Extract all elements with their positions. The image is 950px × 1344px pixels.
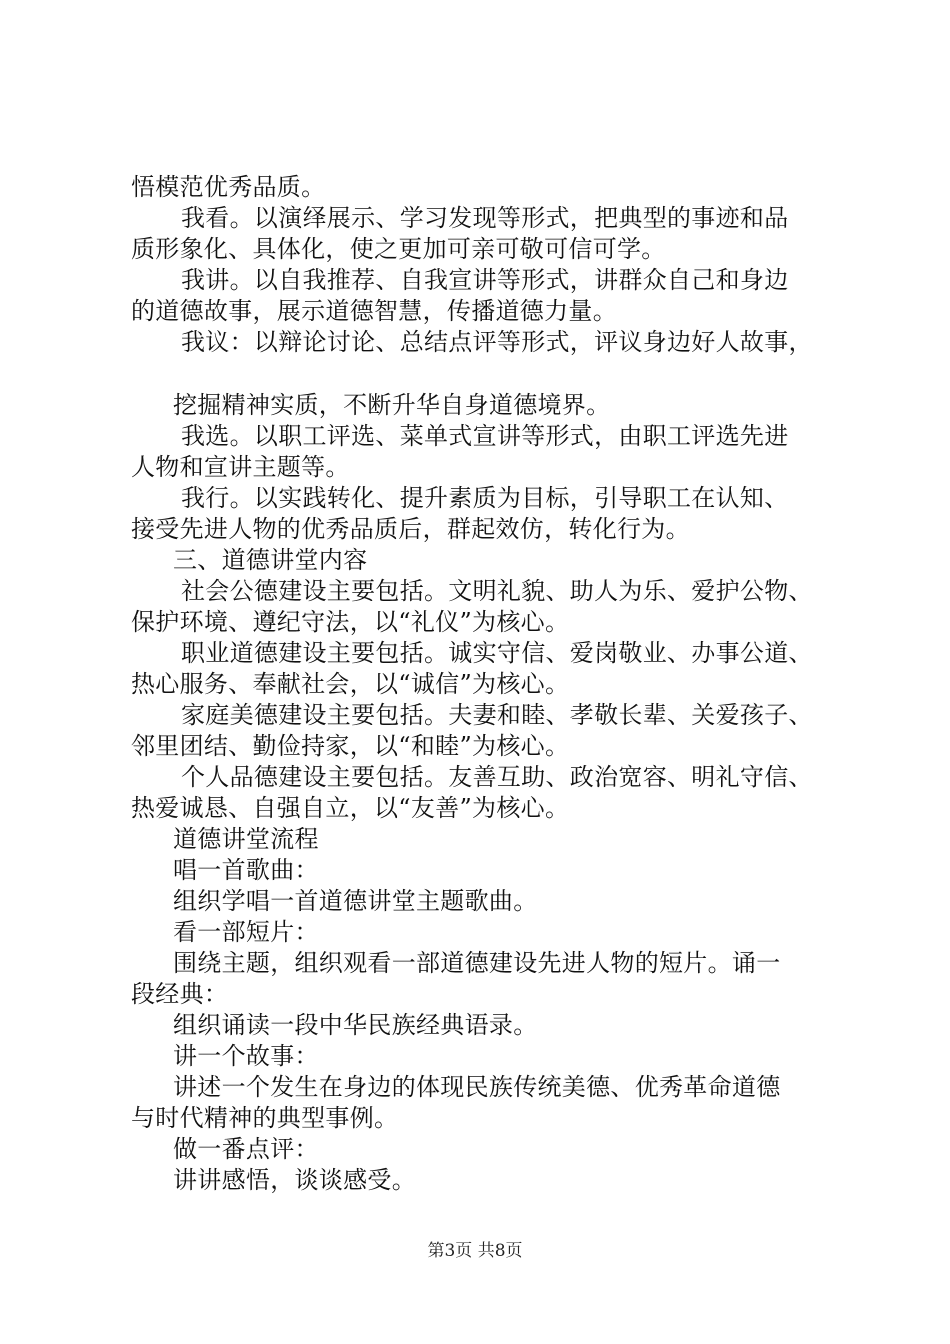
text-line: 社会公德建设主要包括。文明礼貌、助人为乐、爱护公物、: [181, 577, 813, 605]
text-line: 人物和宣讲主题等。: [131, 453, 350, 481]
text-line: 我看。以演绎展示、学习发现等形式，把典型的事迹和品: [181, 204, 789, 232]
text-line: 邻里团结、勤俭持家，以“和睦”为核心。: [131, 732, 570, 760]
text-line: 个人品德建设主要包括。友善互助、政治宽容、明礼守信、: [181, 763, 813, 791]
text-line: 唱一首歌曲：: [173, 856, 319, 884]
document-body: [131, 172, 831, 1196]
section-heading: 道德讲堂流程: [173, 825, 319, 853]
text-line: 保护环境、遵纪守法，以“礼仪”为核心。: [131, 608, 570, 636]
text-line: 接受先进人物的优秀品质后，群起效仿，转化行为。: [131, 515, 690, 543]
text-line: 职业道德建设主要包括。诚实守信、爱岗敬业、办事公道、: [181, 639, 813, 667]
text-line: 讲一个故事：: [173, 1042, 319, 1070]
text-line: 悟模范优秀品质。: [131, 173, 326, 201]
text-line: 组织诵读一段中华民族经典语录。: [173, 1011, 538, 1039]
page-footer: 第3页 共8页: [427, 1241, 523, 1261]
text-line: 我讲。以自我推荐、自我宣讲等形式，讲群众自己和身边: [181, 266, 789, 294]
text-line: 热心服务、奉献社会，以“诚信”为核心。: [131, 670, 570, 698]
text-line: 组织学唱一首道德讲堂主题歌曲。: [173, 887, 538, 915]
section-heading: 三、道德讲堂内容: [173, 546, 368, 574]
text-line: 我选。以职工评选、菜单式宣讲等形式，由职工评选先进: [181, 422, 789, 450]
text-line: 段经典：: [131, 980, 229, 1008]
text-line: 我议：以辩论讨论、总结点评等形式，评议身边好人故事，: [181, 328, 813, 356]
text-line: 讲述一个发生在身边的体现民族传统美德、优秀革命道德: [173, 1073, 781, 1101]
text-line: 挖掘精神实质，不断升华自身道德境界。: [173, 391, 611, 419]
text-line: 家庭美德建设主要包括。夫妻和睦、孝敬长辈、关爱孩子、: [181, 701, 813, 729]
text-line: 做一番点评：: [173, 1135, 319, 1163]
text-line: 与时代精神的典型事例。: [131, 1104, 399, 1132]
text-line: 的道德故事，展示道德智慧，传播道德力量。: [131, 297, 617, 325]
paragraph-gap: [131, 358, 831, 390]
text-line: 质形象化、具体化，使之更加可亲可敬可信可学。: [131, 235, 666, 263]
text-line: 热爱诚恳、自强自立，以“友善”为核心。: [131, 794, 570, 822]
text-line: 围绕主题，组织观看一部道德建设先进人物的短片。诵一: [173, 949, 781, 977]
text-line: 我行。以实践转化、提升素质为目标，引导职工在认知、: [181, 484, 789, 512]
text-line: 讲讲感悟，谈谈感受。: [173, 1166, 416, 1194]
text-line: 看一部短片：: [173, 918, 319, 946]
